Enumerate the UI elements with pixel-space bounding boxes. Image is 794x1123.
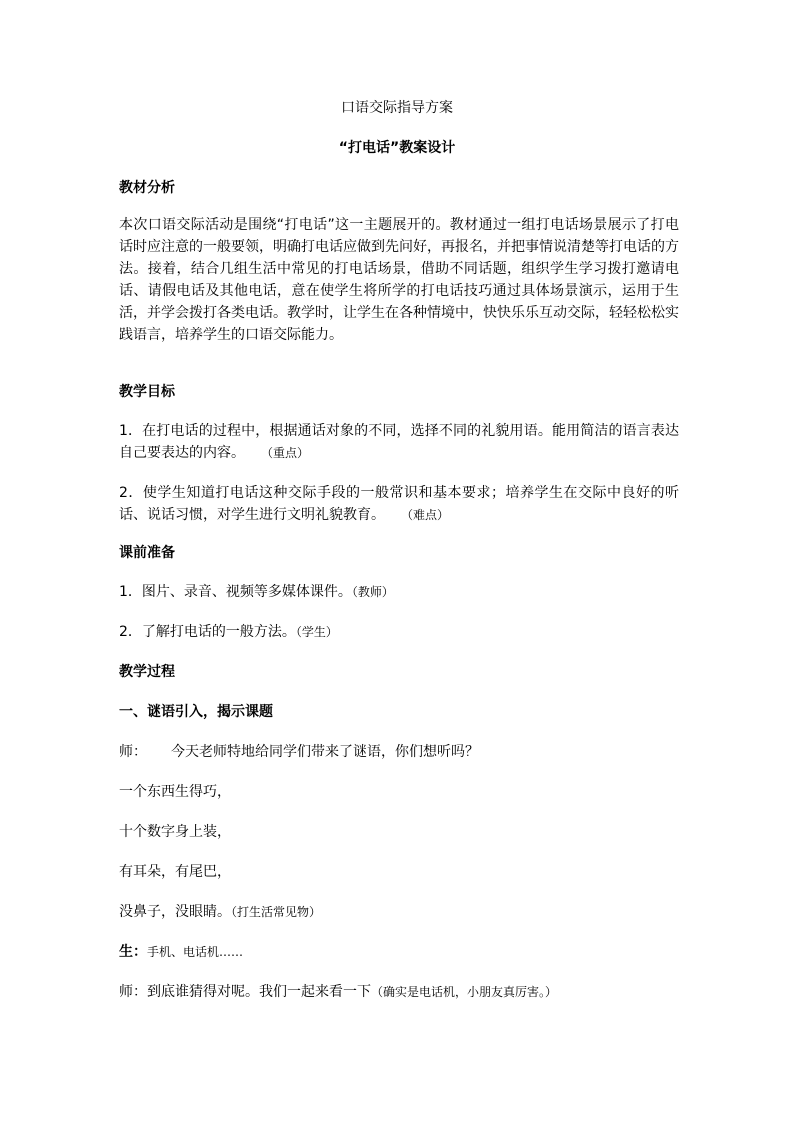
prep-item-1 bbox=[119, 582, 679, 602]
teacher-label: 师： bbox=[119, 744, 147, 760]
document-title: 口语交际指导方案 bbox=[341, 100, 453, 116]
goal-item-1 bbox=[119, 420, 679, 464]
prep-item-2 bbox=[119, 622, 679, 642]
goal-item-1-text: 1．在打电话的过程中，根据通话对象的不同，选择不同的礼貌用语。能用简洁的语言表达自己要表达的内容。 bbox=[119, 423, 679, 461]
riddle-line-4-note: （打生活常见物） bbox=[231, 905, 322, 919]
riddle-line-3: 有耳朵，有尾巴， bbox=[119, 864, 231, 880]
goal-item-2-note: （难点） bbox=[401, 508, 450, 522]
teacher2-label: 师： bbox=[119, 984, 147, 1000]
student-line bbox=[119, 942, 679, 962]
riddle-line-1: 一个东西生得巧， bbox=[119, 784, 231, 800]
goal-item-1-note: （重点） bbox=[261, 446, 310, 460]
goal-item-2-text: 2．使学生知道打电话这种交际手段的一般常识和基本要求；培养学生在交际中良好的听话、说话习惯，对学生进行文明礼貌教育。 bbox=[119, 485, 679, 523]
riddle-line-4 bbox=[119, 902, 679, 922]
teacher-line-2 bbox=[119, 982, 679, 1002]
prep-item-2-note: （学生） bbox=[295, 625, 338, 639]
riddle-line-2: 十个数字身上装， bbox=[119, 824, 231, 840]
prep-item-1-note: （教师） bbox=[351, 585, 394, 599]
student-line-text: 手机、电话机…… bbox=[147, 945, 244, 959]
analysis-paragraph: 本次口语交际活动是围绕“打电话”这一主题展开的。教材通过一组打电话场景展示了打电话时应注意的一般要领，明确打电话应做到先问好，再报名，并把事情说清楚等打电话的方法。接着，结合几组生活中常见的打电话场景，借助不同话题，组织学生学习拨打邀请电话、请假电话及其他电话，意在使学生将所学的打电话技巧通过具体场景演示，运用于生活，并学会拨打各类电话。教学时，让学生在各种情境中，快快乐乐互动交际，轻轻松松实践语言，培养学生的口语交际能力。 bbox=[119, 217, 679, 343]
section-heading-analysis: 教材分析 bbox=[119, 180, 175, 196]
prep-item-1-text: 1．图片、录音、视频等多媒体课件。 bbox=[119, 584, 352, 600]
section-heading-process: 教学过程 bbox=[119, 664, 175, 680]
document-subtitle: “打电话”教案设计 bbox=[338, 140, 456, 156]
step-heading-1: 一、谜语引入，揭示课题 bbox=[119, 704, 273, 720]
section-heading-preparation: 课前准备 bbox=[119, 545, 175, 561]
section-heading-goals: 教学目标 bbox=[119, 384, 175, 400]
teacher-line-1-text: 今天老师特地给同学们带来了谜语，你们想听吗？ bbox=[171, 744, 479, 760]
student-label: 生： bbox=[119, 944, 147, 960]
teacher-line-2-text: 到底谁猜得对呢。我们一起来看一下 bbox=[147, 984, 371, 1000]
teacher-line-2-note: （确实是电话机，小朋友真厉害。） bbox=[371, 985, 558, 999]
riddle-line-4-text: 没鼻子，没眼睛。 bbox=[119, 904, 231, 920]
goal-item-2 bbox=[119, 482, 679, 526]
teacher-line-1 bbox=[119, 742, 679, 762]
prep-item-2-text: 2．了解打电话的一般方法。 bbox=[119, 624, 296, 640]
